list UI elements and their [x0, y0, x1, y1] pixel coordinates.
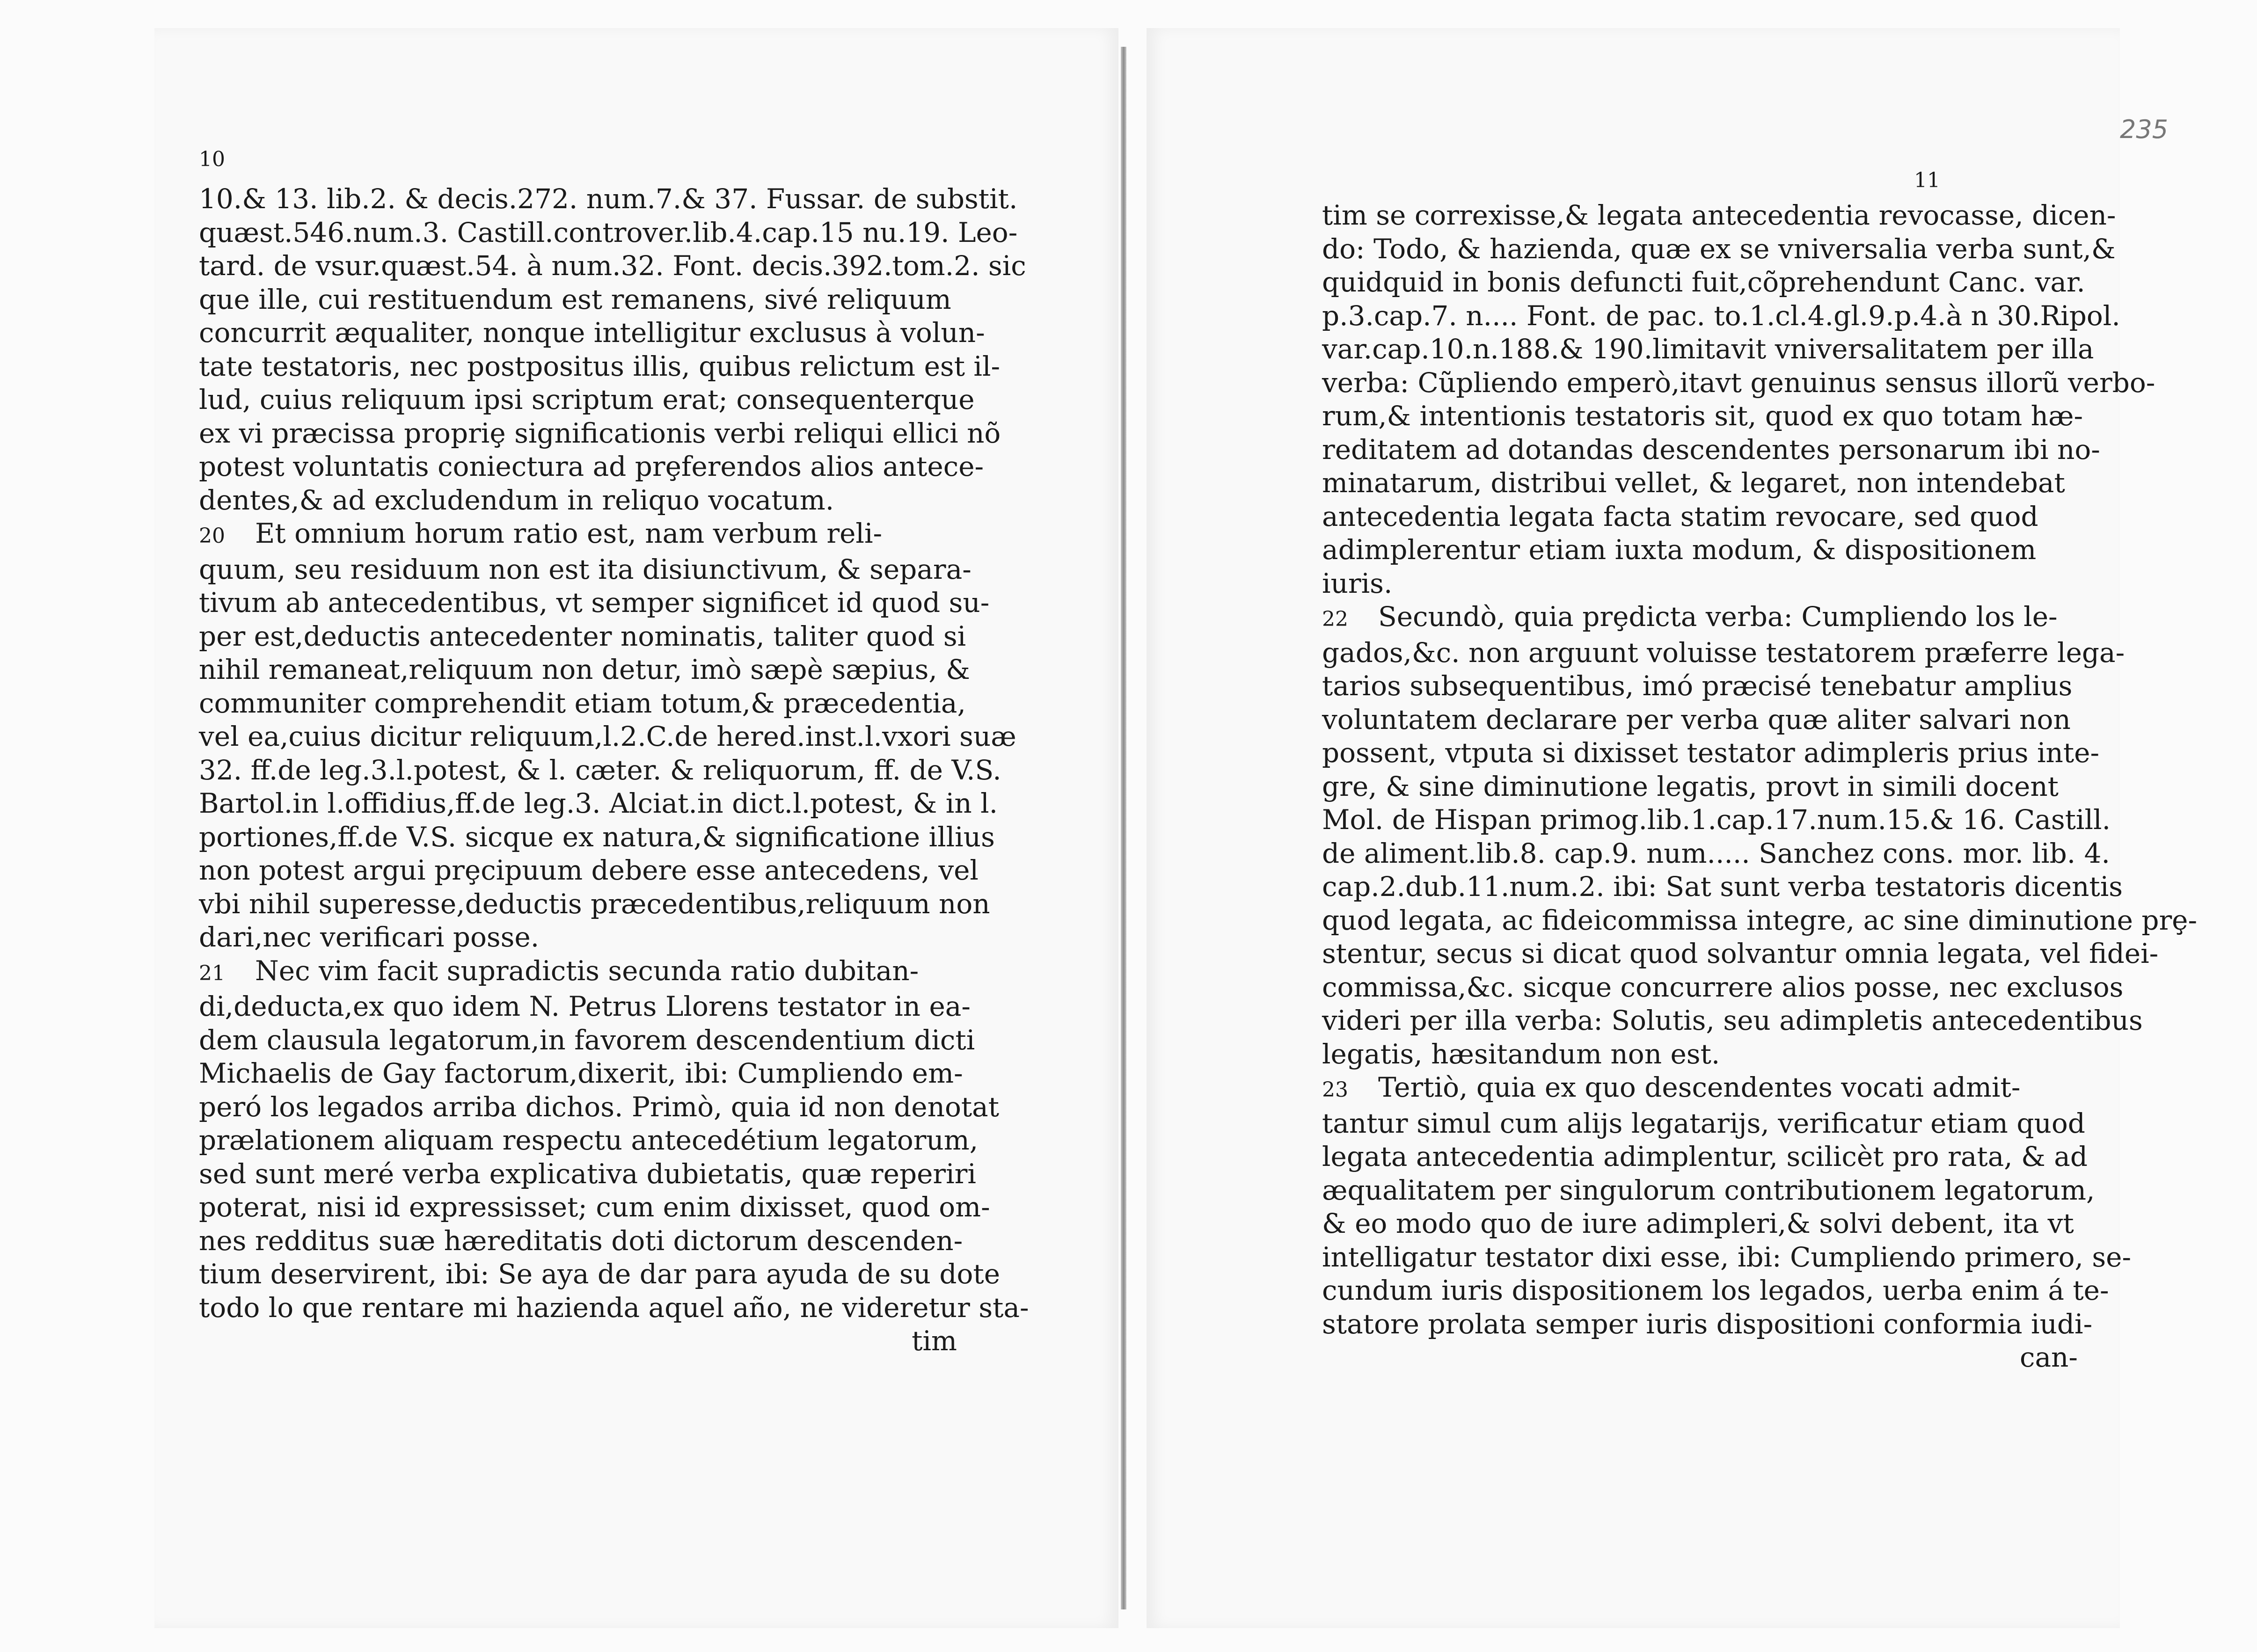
text-line: tate testatoris, nec postpositus illis, quibus relictum est il-	[199, 350, 1001, 382]
text-line: vbi nihil superesse,deductis præcedentibus,reliquum non	[199, 888, 990, 920]
paragraph-number: 21	[199, 961, 225, 985]
text-line: ex vi præcissa propriȩ significationis verbi reliqui ellici nõ	[199, 417, 1001, 449]
text-line: dentes,& ad excludendum in reliquo vocatum.	[199, 484, 834, 516]
paragraph-22	[1322, 600, 2198, 1071]
text-line: statore prolata semper iuris dispositioni conformia iudi-	[1322, 1308, 2093, 1340]
paragraph-20	[199, 517, 1016, 954]
text-line: tantur simul cum alijs legatarijs, verificatur etiam quod	[1322, 1107, 2085, 1139]
text-line: quæst.546.num.3. Castill.controver.lib.4.cap.15 nu.19. Leo-	[199, 216, 1018, 248]
text-line: verba: Cũpliendo emperò,itavt genuinus sensus illorũ verbo-	[1322, 366, 2155, 399]
text-line: minatarum, distribui vellet, & legaret, non intendebat	[1322, 467, 2065, 499]
text-line: tium deservirent, ibi: Se aya de dar para ayuda de su dote	[199, 1258, 1001, 1290]
text-line: que ille, cui restituendum est remanens, sivé reliquum	[199, 283, 951, 315]
text-line: & eo modo quo de iure adimpleri,& solvi debent, ita vt	[1322, 1208, 2074, 1239]
text-line: cap.2.dub.11.num.2. ibi: Sat sunt verba testatoris dicentis	[1322, 871, 2123, 902]
text-line: gados,&c. non arguunt voluisse testatorem præferre lega-	[1322, 636, 2125, 669]
text-line: 10.& 13. lib.2. & decis.272. num.7.& 37. Fussar. de substit.	[199, 183, 1018, 215]
right-opening-lines	[1322, 199, 2155, 600]
left-opening-lines	[199, 182, 1026, 517]
text-line: quidquid in bonis defuncti fuit,cõprehendunt Canc. var.	[1322, 266, 2085, 298]
text-line: commissa,&c. sicque concurrere alios posse, nec exclusos	[1322, 971, 2124, 1003]
text-line: Mol. de Hispan primog.lib.1.cap.17.num.15.& 16. Castill.	[1322, 804, 2111, 836]
text-line: dem clausula legatorum,in favorem descendentium dicti	[199, 1024, 975, 1056]
text-line: rum,& intentionis testatoris sit, quod ex quo totam hæ-	[1322, 400, 2083, 432]
paragraph-number: 23	[1322, 1078, 1348, 1102]
text-line: communiter comprehendit etiam totum,& præcedentia,	[199, 687, 966, 719]
text-line: 21 Nec vim facit supradictis secunda ratio dubitan-	[199, 954, 976, 990]
text-line: de aliment.lib.8. cap.9. num..... Sanchez cons. mor. lib. 4.	[1322, 837, 2110, 869]
text-line: legata antecedentia adimplentur, scilicèt pro rata, & ad	[1322, 1141, 2088, 1172]
text-line: 20 Et omnium horum ratio est, nam verbum reli-	[199, 517, 976, 553]
text-line: intelligatur testator dixi esse, ibi: Cumpliendo primero, se-	[1322, 1241, 2132, 1273]
text-line: sed sunt meré verba explicativa dubietatis, quæ reperiri	[199, 1157, 976, 1190]
text-line: 23 Tertiò, quia ex quo descendentes vocati admit-	[1322, 1071, 2096, 1107]
text-line: voluntatem declarare per verba quæ aliter salvari non	[1322, 703, 2071, 735]
text-line: poterat, nisi id expressisset; cum enim dixisset, quod om-	[199, 1191, 990, 1223]
text-line: var.cap.10.n.188.& 190.limitavit vniversalitatem per illa	[1322, 333, 2094, 365]
text-line: antecedentia legata facta statim revocare, sed quod	[1322, 500, 2038, 532]
left-text-block	[199, 182, 1029, 1358]
text-line: stentur, secus si dicat quod solvantur omnia legata, vel fidei-	[1322, 938, 2159, 969]
text-line: Michaelis de Gay factorum,dixerit, ibi: Cumpliendo em-	[199, 1057, 963, 1089]
text-line: quod legata, ac fideicommissa integre, ac sine diminutione prȩ-	[1322, 904, 2198, 936]
text-line: vel ea,cuius dicitur reliquum,l.2.C.de hered.inst.l.vxori suæ	[199, 720, 1016, 752]
text-line: quum, seu residuum non est ita disiunctivum, & separa-	[199, 553, 971, 585]
right-catchword: can-	[2019, 1341, 2078, 1373]
text-line: concurrit æqualiter, nonque intelligitur exclusus à volun-	[199, 317, 985, 349]
text-line: iuris.	[1322, 567, 1393, 599]
text-line: nes redditus suæ hæreditatis doti dictorum descenden-	[199, 1224, 963, 1257]
text-line: reditatem ad dotandas descendentes personarum ibi no-	[1322, 433, 2100, 466]
text-line: 32. ff.de leg.3.l.potest, & l. cæter. & reliquorum, ff. de V.S.	[199, 754, 1001, 786]
book-gutter	[1121, 47, 1126, 1609]
paragraph-23	[1322, 1071, 2132, 1341]
text-line: possent, vtputa si dixisset testator adimpleris prius inte-	[1322, 737, 2100, 769]
text-line: dari,nec verificari posse.	[199, 921, 540, 953]
text-line: cundum iuris dispositionem los legados, uerba enim á te-	[1322, 1274, 2109, 1306]
text-line: di,deducta,ex quo idem N. Petrus Llorens testator in ea-	[199, 990, 971, 1022]
handwritten-folio-number: 235	[2120, 115, 2169, 144]
text-line: prælationem aliquam respectu antecedétium legatorum,	[199, 1124, 979, 1156]
text-line: todo lo que rentare mi hazienda aquel año, ne videretur sta-	[199, 1291, 1029, 1324]
text-line: lud, cuius reliquum ipsi scriptum erat; consequenterque	[199, 384, 975, 415]
text-line: non potest argui prȩcipuum debere esse antecedens, vel	[199, 854, 979, 886]
text-line: gre, & sine diminutione legatis, provt in simili docent	[1322, 770, 2059, 802]
text-line: per est,deductis antecedenter nominatis, taliter quod si	[199, 620, 966, 652]
text-line: videri per illa verba: Solutis, seu adimpletis antecedentibus	[1322, 1004, 2143, 1036]
text-line: p.3.cap.7. n.... Font. de pac. to.1.cl.4.gl.9.p.4.à n 30.Ripol.	[1322, 299, 2120, 332]
text-line: nihil remaneat,reliquum non detur, imò sæpè sæpius, &	[199, 654, 970, 685]
text-line: æqualitatem per singulorum contributionem legatorum,	[1322, 1174, 2095, 1206]
text-line: portiones,ff.de V.S. sicque ex natura,& significatione illius	[199, 821, 995, 853]
text-line: potest voluntatis coniectura ad prȩferendos alios antece-	[199, 451, 984, 482]
right-page-number: 11	[1914, 168, 1940, 192]
left-page-number: 10	[199, 147, 225, 171]
text-line: Bartol.in l.offidius,ff.de leg.3. Alciat.in dict.l.potest, & in l.	[199, 787, 998, 819]
text-line: 22 Secundò, quia prȩdicta verba: Cumpliendo los le-	[1322, 600, 2096, 636]
paragraph-21	[199, 954, 1029, 1325]
text-line: tarios subsequentibus, imó præcisé tenebatur amplius	[1322, 670, 2073, 702]
text-line: adimplerentur etiam iuxta modum, & dispositionem	[1322, 534, 2037, 566]
right-text-block	[1322, 199, 2198, 1375]
paragraph-number: 22	[1322, 607, 1348, 631]
paragraph-number: 20	[199, 524, 225, 548]
left-catchword: tim	[912, 1325, 957, 1357]
text-line: peró los legados arriba dichos. Primò, quia id non denotat	[199, 1091, 1000, 1123]
text-line: tard. de vsur.quæst.54. à num.32. Font. decis.392.tom.2. sic	[199, 250, 1026, 282]
text-line: tivum ab antecedentibus, vt semper significet id quod su-	[199, 587, 990, 619]
text-line: legatis, hæsitandum non est.	[1322, 1038, 1720, 1070]
text-line: do: Todo, & hazienda, quæ ex se vniversalia verba sunt,&	[1322, 233, 2116, 265]
text-line: tim se correxisse,& legata antecedentia revocasse, dicen-	[1322, 199, 2116, 231]
